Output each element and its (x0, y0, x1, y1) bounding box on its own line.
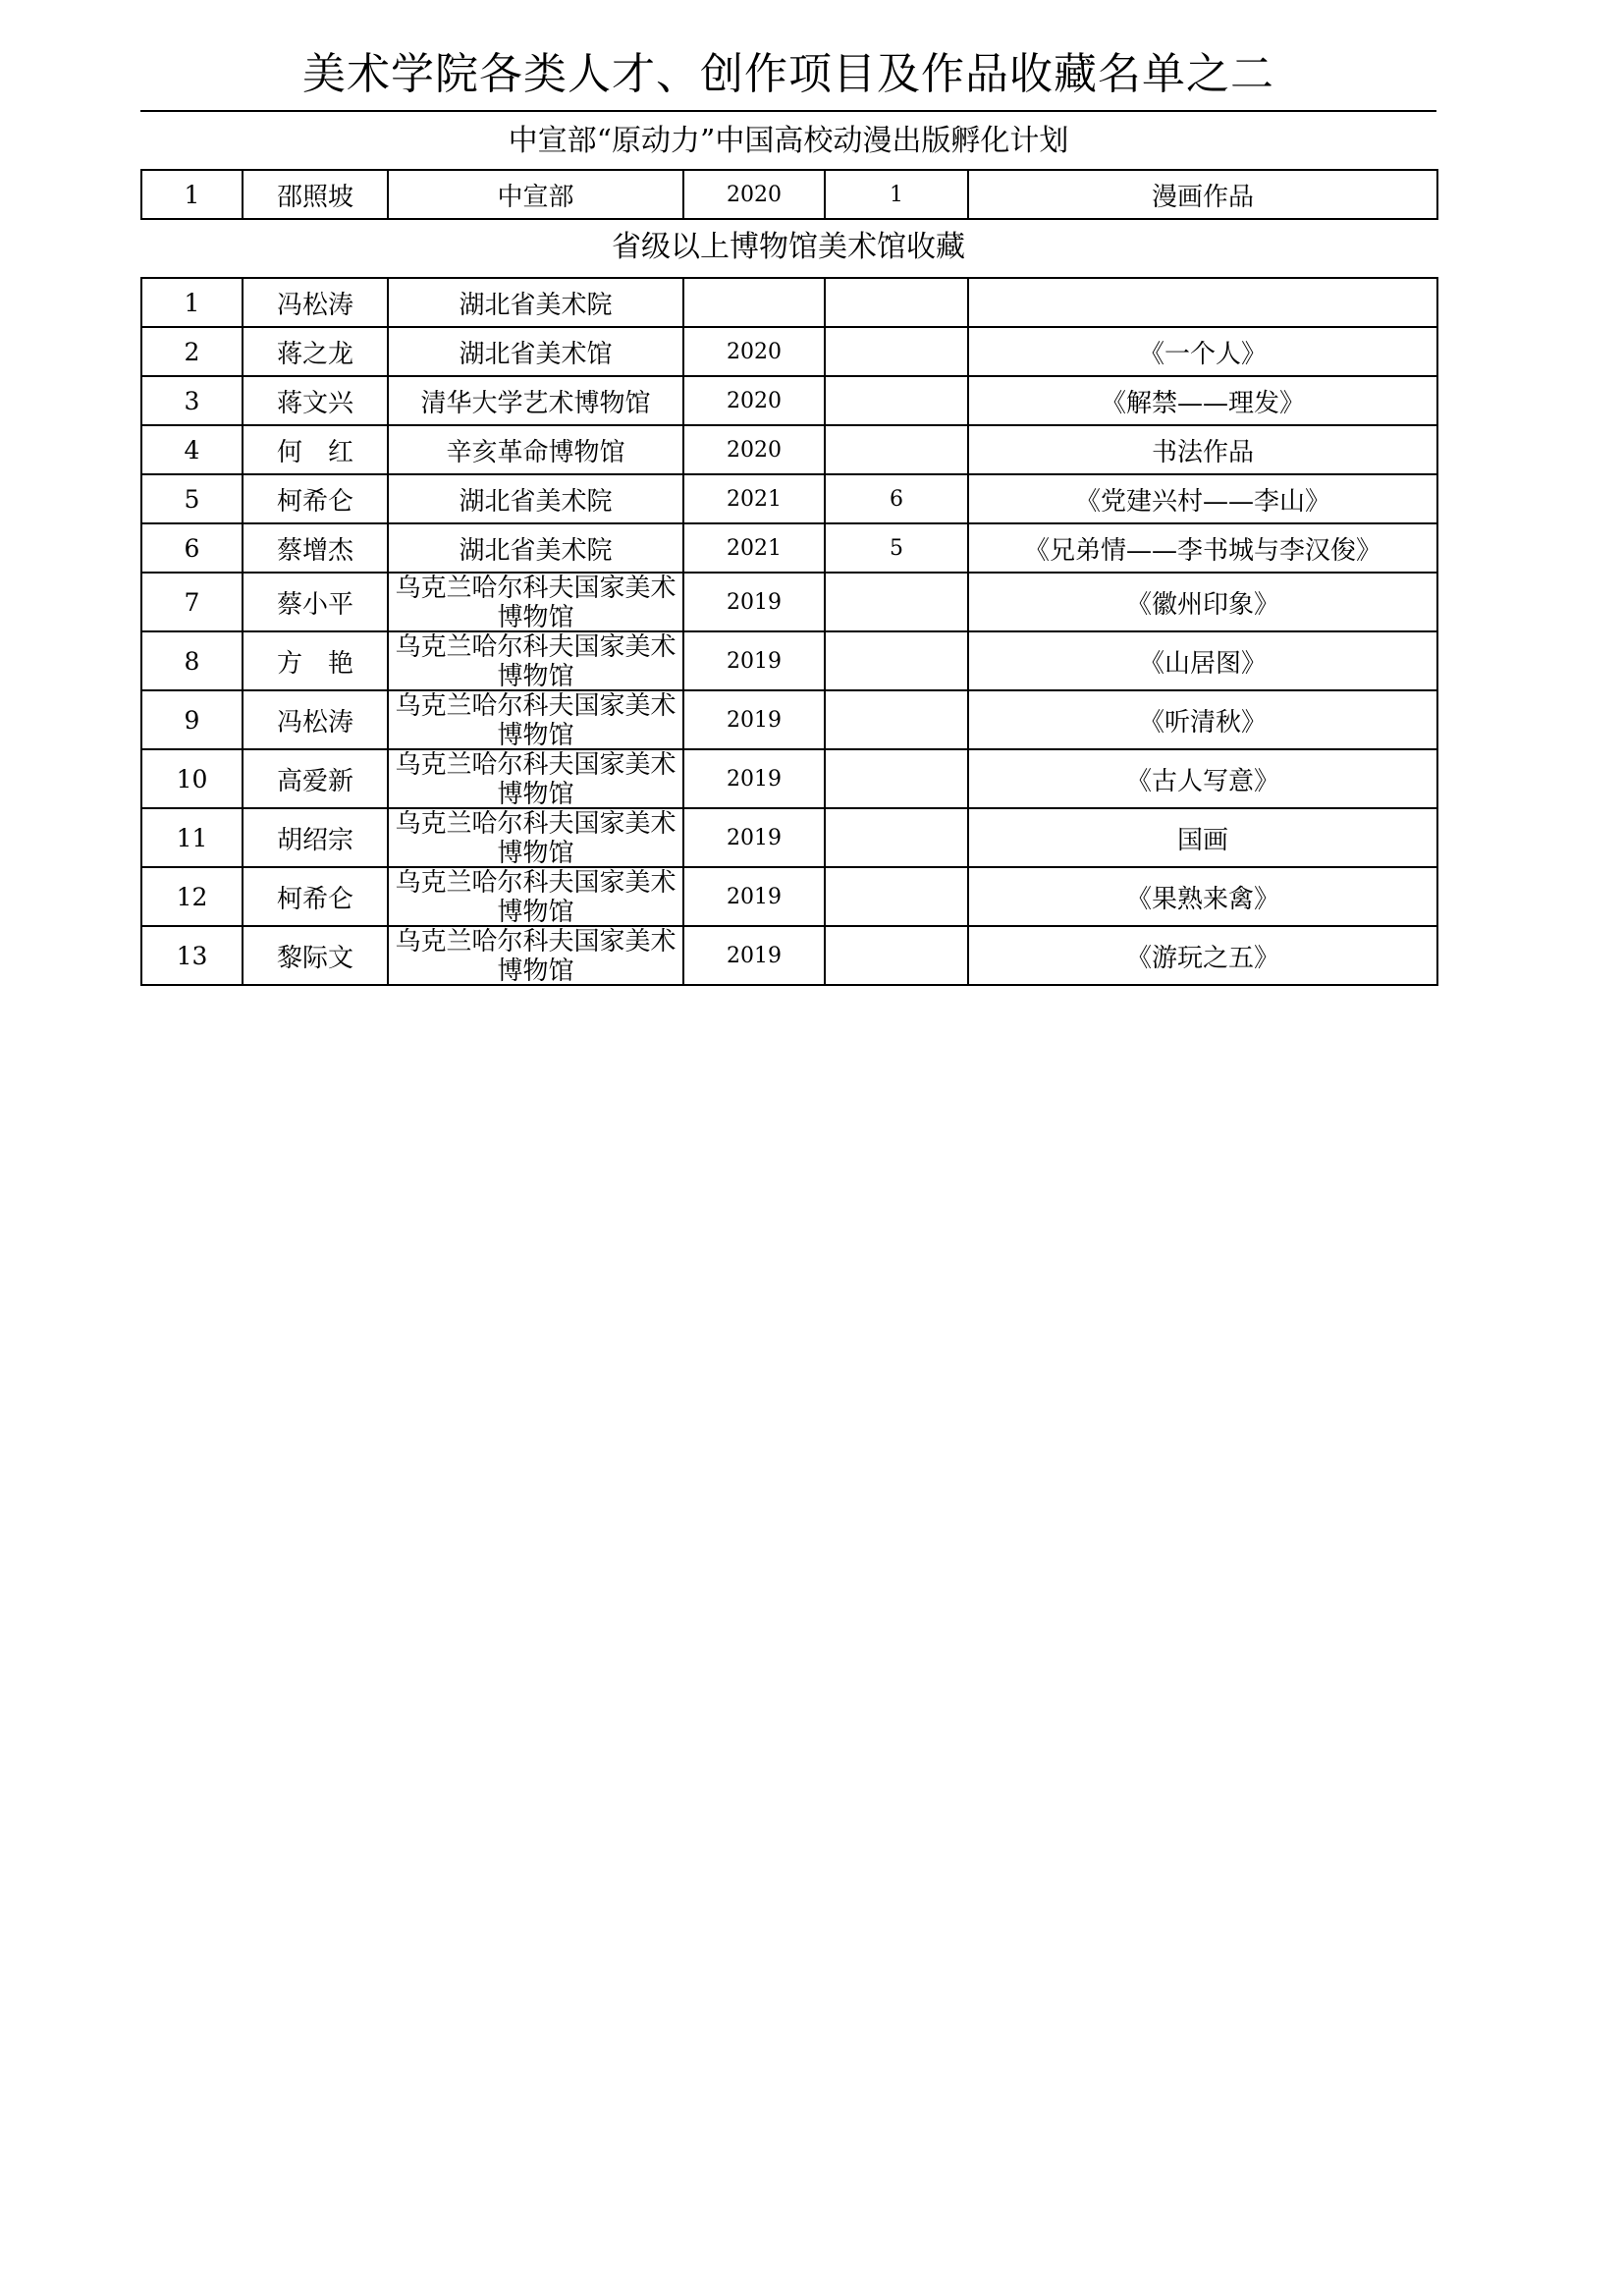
work-title: 书法作品 (968, 425, 1437, 474)
year: 2019 (683, 631, 825, 690)
person-name: 何 红 (243, 425, 388, 474)
work-title: 《一个人》 (968, 327, 1437, 376)
person-name: 黎际文 (243, 926, 388, 985)
table-row (141, 170, 1437, 219)
row-number: 1 (141, 170, 243, 219)
organization-text: 乌克兰哈尔科夫国家美术博物馆 (395, 809, 677, 864)
work-count (825, 631, 968, 690)
work-count (825, 376, 968, 425)
year (683, 278, 825, 327)
person-name: 邵照坡 (243, 170, 388, 219)
person-name: 蒋文兴 (243, 376, 388, 425)
organization (388, 808, 683, 867)
year: 2020 (683, 170, 825, 219)
person-name: 蔡增杰 (243, 523, 388, 573)
year: 2021 (683, 523, 825, 573)
table-row (141, 278, 1437, 327)
organization-text: 乌克兰哈尔科夫国家美术博物馆 (395, 927, 677, 982)
organization: 湖北省美术院 (388, 474, 683, 523)
person-name: 冯松涛 (243, 690, 388, 749)
year: 2019 (683, 867, 825, 926)
year: 2019 (683, 749, 825, 808)
work-count (825, 327, 968, 376)
work-count: 1 (825, 170, 968, 219)
organization: 湖北省美术院 (388, 523, 683, 573)
person-name: 柯希仑 (243, 867, 388, 926)
row-number: 4 (141, 425, 243, 474)
table-row (141, 425, 1437, 474)
person-name: 蒋之龙 (243, 327, 388, 376)
row-number: 6 (141, 523, 243, 573)
work-title: 《山居图》 (968, 631, 1437, 690)
organization: 湖北省美术馆 (388, 327, 683, 376)
work-title: 《古人写意》 (968, 749, 1437, 808)
work-title: 《党建兴村——李山》 (968, 474, 1437, 523)
table-row (141, 523, 1437, 573)
row-number: 9 (141, 690, 243, 749)
organization: 湖北省美术院 (388, 278, 683, 327)
page-title: 美术学院各类人才、创作项目及作品收藏名单之二 (302, 49, 1274, 99)
person-name: 冯松涛 (243, 278, 388, 327)
organization (388, 573, 683, 631)
work-count (825, 749, 968, 808)
work-count (825, 425, 968, 474)
year: 2019 (683, 690, 825, 749)
organization: 辛亥革命博物馆 (388, 425, 683, 474)
organization-text: 乌克兰哈尔科夫国家美术博物馆 (395, 868, 677, 923)
work-title: 《兄弟情——李书城与李汉俊》 (968, 523, 1437, 573)
section-heading-animation-program: 中宣部“原动力”中国高校动漫出版孵化计划 (508, 124, 1069, 158)
work-title: 《果熟来禽》 (968, 867, 1437, 926)
work-count (825, 278, 968, 327)
work-count (825, 573, 968, 631)
table-row (141, 690, 1437, 749)
title-divider (140, 110, 1436, 112)
work-count (825, 690, 968, 749)
section-heading-museum-collection: 省级以上博物馆美术馆收藏 (612, 230, 965, 264)
work-count (825, 926, 968, 985)
animation-program-table (140, 169, 1438, 220)
work-count: 6 (825, 474, 968, 523)
table-row (141, 808, 1437, 867)
year: 2021 (683, 474, 825, 523)
row-number: 2 (141, 327, 243, 376)
row-number: 5 (141, 474, 243, 523)
year: 2019 (683, 808, 825, 867)
row-number: 12 (141, 867, 243, 926)
museum-collection-table (140, 277, 1438, 986)
row-number: 13 (141, 926, 243, 985)
row-number: 7 (141, 573, 243, 631)
table-row (141, 376, 1437, 425)
table-row (141, 867, 1437, 926)
person-name: 方 艳 (243, 631, 388, 690)
work-count (825, 867, 968, 926)
work-title: 《游玩之五》 (968, 926, 1437, 985)
work-title: 国画 (968, 808, 1437, 867)
organization-text: 乌克兰哈尔科夫国家美术博物馆 (395, 574, 677, 629)
year: 2019 (683, 573, 825, 631)
table-row (141, 631, 1437, 690)
table-row (141, 474, 1437, 523)
work-title: 《解禁——理发》 (968, 376, 1437, 425)
work-title: 《徽州印象》 (968, 573, 1437, 631)
organization: 清华大学艺术博物馆 (388, 376, 683, 425)
table-row (141, 327, 1437, 376)
organization (388, 690, 683, 749)
person-name: 高爱新 (243, 749, 388, 808)
organization-text: 乌克兰哈尔科夫国家美术博物馆 (395, 632, 677, 687)
person-name: 蔡小平 (243, 573, 388, 631)
year: 2020 (683, 376, 825, 425)
year: 2020 (683, 327, 825, 376)
work-title (968, 278, 1437, 327)
work-count (825, 808, 968, 867)
person-name: 胡绍宗 (243, 808, 388, 867)
row-number: 8 (141, 631, 243, 690)
year: 2019 (683, 926, 825, 985)
row-number: 10 (141, 749, 243, 808)
table-row (141, 749, 1437, 808)
person-name: 柯希仑 (243, 474, 388, 523)
row-number: 3 (141, 376, 243, 425)
table-row (141, 926, 1437, 985)
organization: 中宣部 (388, 170, 683, 219)
work-title: 漫画作品 (968, 170, 1437, 219)
table-row (141, 573, 1437, 631)
organization (388, 749, 683, 808)
organization-text: 乌克兰哈尔科夫国家美术博物馆 (395, 691, 677, 746)
work-title: 《听清秋》 (968, 690, 1437, 749)
row-number: 11 (141, 808, 243, 867)
organization (388, 926, 683, 985)
organization (388, 867, 683, 926)
organization (388, 631, 683, 690)
work-count: 5 (825, 523, 968, 573)
organization-text: 乌克兰哈尔科夫国家美术博物馆 (395, 750, 677, 805)
row-number: 1 (141, 278, 243, 327)
year: 2020 (683, 425, 825, 474)
